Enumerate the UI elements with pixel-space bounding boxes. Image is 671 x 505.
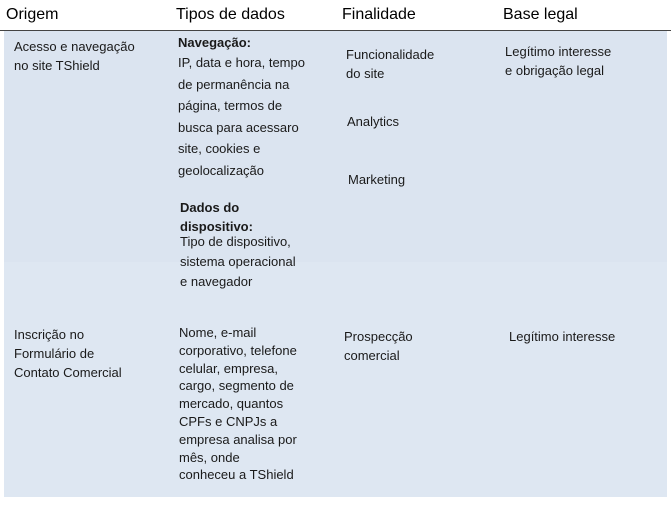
row1-finalidade-2: Analytics xyxy=(347,114,400,129)
row2-origem: Inscrição no Formulário de Contato Comercial xyxy=(14,327,122,380)
row1-base-legal: Legítimo interesse e obrigação legal xyxy=(505,44,612,78)
row1-navegacao-title: Navegação: xyxy=(178,35,251,50)
header-origem: Origem xyxy=(6,6,59,23)
row1-dispositivo-body: Tipo de dispositivo, sistema operacional e navegador xyxy=(180,234,296,289)
row1-dispositivo-title: Dados do dispositivo: xyxy=(180,200,253,234)
row1-navegacao-body: IP, data e hora, tempo de permanência na página, termos de busca para acessaro site, cookies e geolocalização xyxy=(178,55,305,178)
header-base-legal: Base legal xyxy=(503,6,578,23)
row2-tipos: Nome, e-mail corporativo, telefone celular, empresa, cargo, segmento de mercado, quantos CPFs e CNPJs a empresa analisa por mês, onde conheceu a TShield xyxy=(179,325,297,483)
row1-origem: Acesso e navegação no site TShield xyxy=(14,39,135,73)
header-tipos-de-dados: Tipos de dados xyxy=(176,6,285,23)
row1-finalidade-1: Funcionalidade do site xyxy=(346,47,435,81)
row2-finalidade: Prospecção comercial xyxy=(344,329,413,363)
row1-finalidade-3: Marketing xyxy=(348,172,406,187)
row2-base-legal: Legítimo interesse xyxy=(509,329,616,344)
header-finalidade: Finalidade xyxy=(342,6,416,23)
table-header xyxy=(0,0,671,31)
